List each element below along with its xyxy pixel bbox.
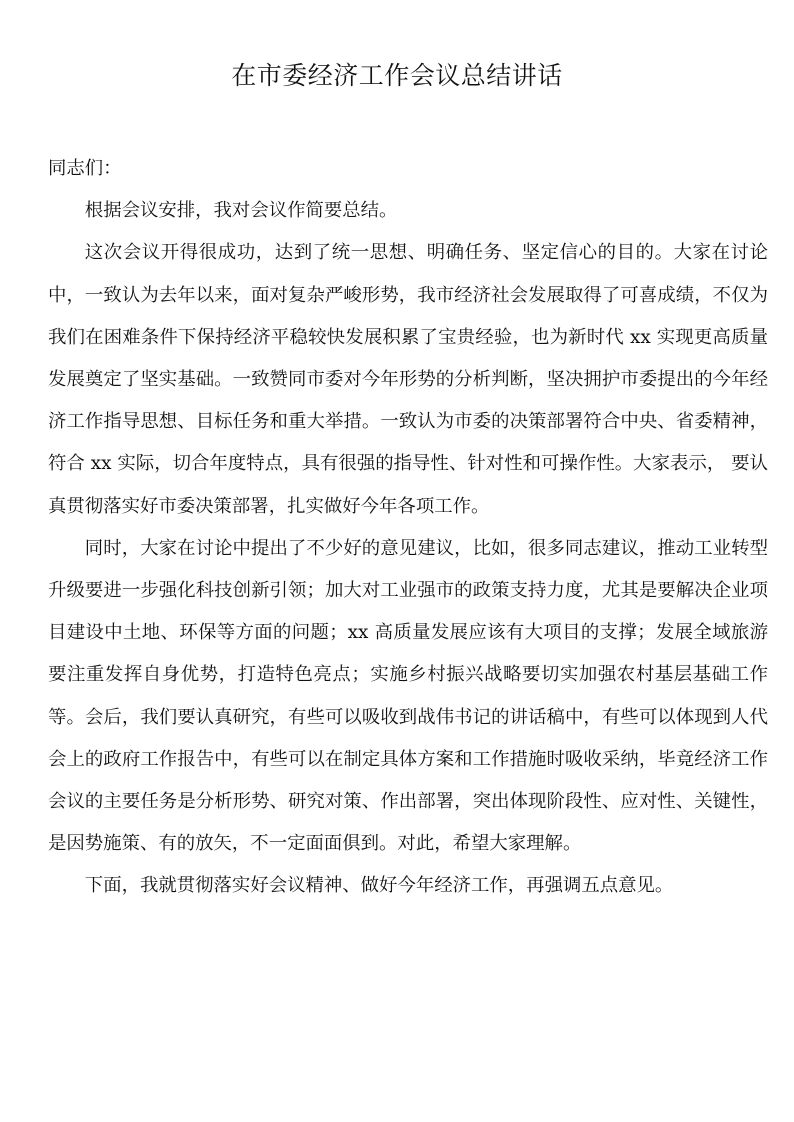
paragraph-closing: 下面，我就贯彻落实好会议精神、做好今年经济工作，再强调五点意见。 bbox=[84, 875, 674, 897]
salutation: 同志们： bbox=[48, 158, 122, 179]
document-body bbox=[48, 148, 768, 908]
paragraph-intro: 根据会议安排，我对会议作简要总结。 bbox=[84, 200, 398, 222]
paragraph-suggestions: 同时，大家在讨论中提出了不少好的意见建议，比如，很多同志建议，推动工业转型升级要进一步强化科技创新引领；加大对工业强市的政策支持力度，尤其是要解决企业项目建设中土地、环保等方面的问题；xx 高质量发展应该有大项目的支撑；发展全域旅游要注重发挥自身优势，打造特色亮点；实施乡村振兴战略要切实加强农村基层基础工作等。会后，我们要认真研究，有些可以吸收到战伟书记的讲话稿中，有些可以体现到人代会上的政府工作报告中，有些可以在制定具体方案和工作措施时吸收采纳，毕竟经济工作会议的主要任务是分析形势、研究对策、作出部署，突出体现阶段性、应对性、关键性，是因势施策、有的放矢，不一定面面俱到。对此，希望大家理解。 bbox=[48, 537, 768, 855]
document-title: 在市委经济工作会议总结讲话 bbox=[231, 61, 563, 90]
paragraph-meeting-success: 这次会议开得很成功，达到了统一思想、明确任务、坚定信心的目的。大家在讨论中，一致认为去年以来，面对复杂严峻形势，我市经济社会发展取得了可喜成绩，不仅为我们在困难条件下保持经济平稳较快发展积累了宝贵经验，也为新时代 xx 实现更高质量发展奠定了坚实基础。一致赞同市委对今年形势的分析判断，坚决拥护市委提出的今年经济工作指导思想、目标任务和重大举措。一致认为市委的决策部署符合中央、省委精神，符合 xx 实际，切合年度特点，具有很强的指导性、针对性和可操作性。大家表示， 要认真贯彻落实好市委决策部署，扎实做好今年各项工作。 bbox=[48, 242, 768, 517]
